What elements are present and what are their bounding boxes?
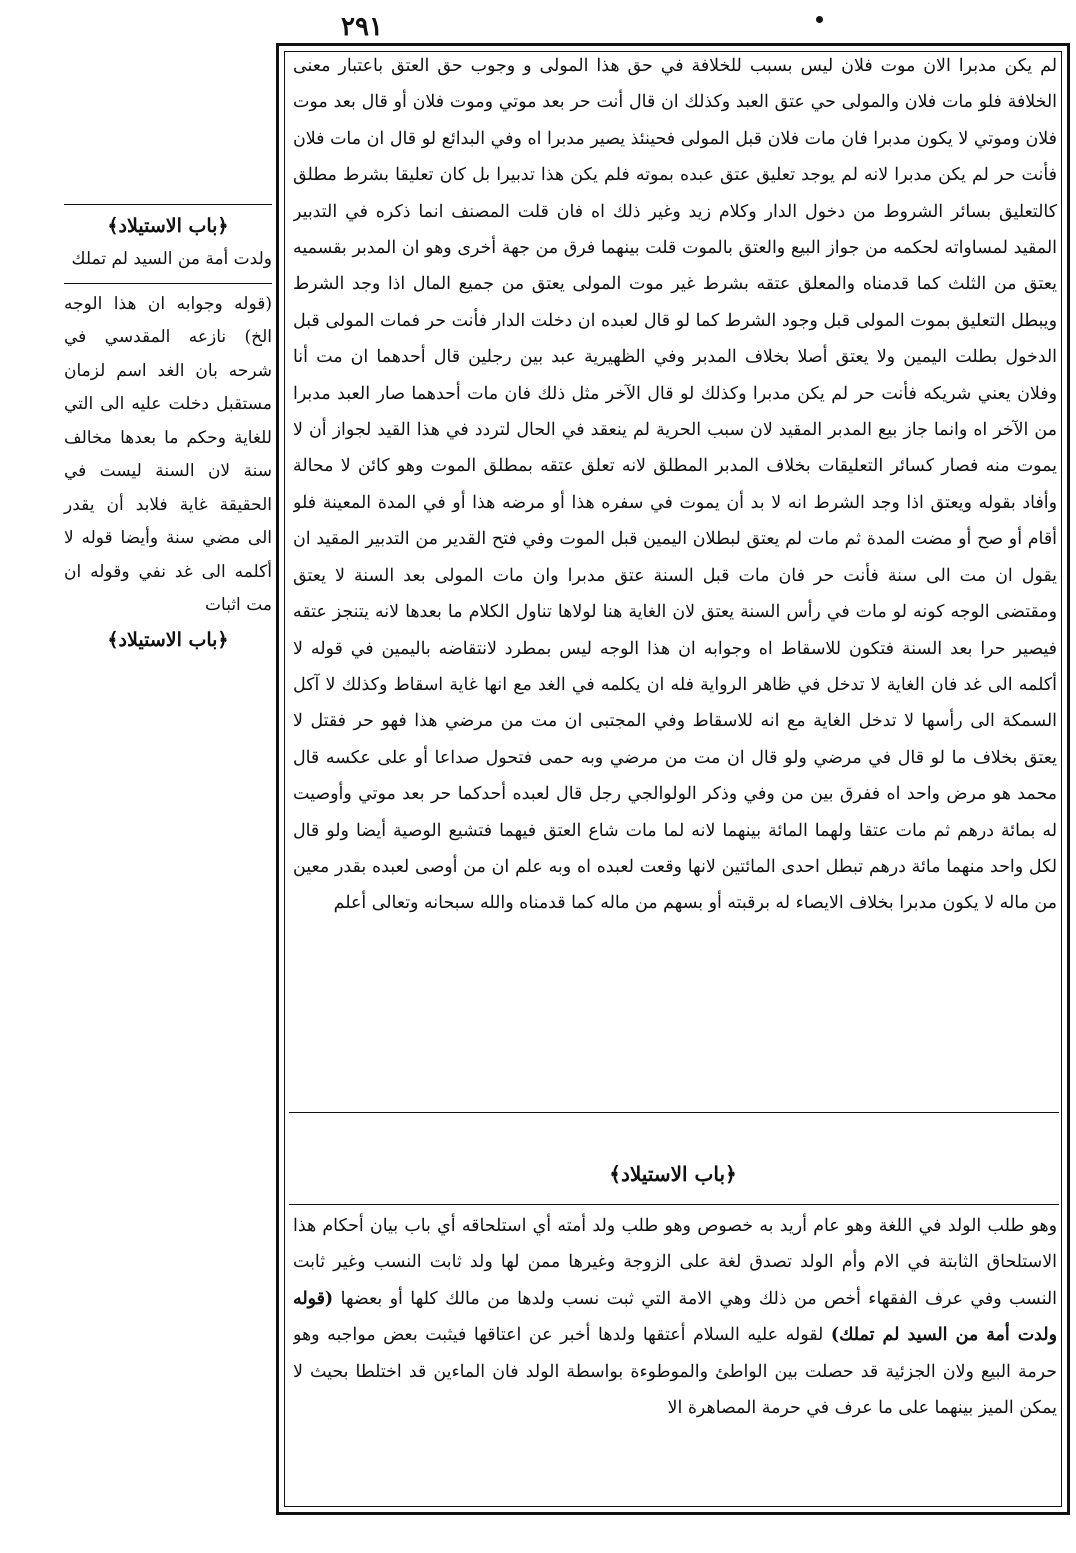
margin-chapter-heading: ﴿باب الاستيلاد﴾ — [107, 215, 229, 237]
section-rule-top — [289, 1112, 1059, 1113]
top-dot-mark — [816, 16, 823, 23]
chapter-intro-text: وهو طلب الولد في اللغة وهو عام أريد به خصوص وهو طلب ولد أمته أي استلحاقه أي باب بيان أحكام هذا الاستلحاق الثابتة في الام وأم الولد تصدق لغة على الزوجة وغيرها ممن لها ولد ثابت النسب وغير ثابت النسب وفي عرف الفقهاء أخص من ذلك وهي الامة التي ثبت نسب ولدها من مالك كلها أو بعضها — [293, 1216, 1057, 1309]
page-number: ٢٩١ — [341, 12, 383, 42]
margin-gloss-text: (قوله وجوابه ان هذا الوجه الخ) نازعه المقدسي في شرحه بان الغد اسم لزمان مستقبل دخلت عليه الى التي للغاية وحكم ما بعدها مخالف سنة لان السنة ليست في الحقيقة غاية فلابد أن يقدر الى مضي سنة وأيضا قوله لا أكلمه الى غد نفي وقوله ان مت اثبات — [64, 293, 272, 615]
margin-chapter-heading-2: ﴿باب الاستيلاد﴾ — [107, 628, 229, 651]
margin-commentary — [64, 200, 272, 657]
margin-top-rule — [64, 204, 272, 205]
main-text-frame — [276, 43, 1070, 1515]
main-commentary-text — [293, 48, 1057, 1103]
margin-matn-text: ولدت أمة من السيد لم تملك — [71, 249, 272, 269]
chapter-paragraph — [293, 1208, 1057, 1426]
chapter-text — [293, 1208, 1057, 1500]
margin-divider — [64, 283, 272, 284]
chapter-heading: ﴿باب الاستيلاد﴾ — [609, 1162, 737, 1186]
chapter-continuation-text: لقوله عليه السلام أعتقها ولدها أخبر عن اعتاقها فيثبت بعض مواجبه وهو حرمة البيع ولان الجزئية قد حصلت بين الواطئ والموطوءة بواسطة الولد فان الماءين قد اختلطا بحيث لا يمكن الميز بينهما على ما عرف في حرمة المصاهرة الا — [293, 1325, 1057, 1419]
matn-quote: (قوله ولدت أمة من السيد لم تملك) — [293, 1288, 1057, 1346]
main-paragraph: لم يكن مدبرا الان موت فلان ليس بسبب للخلافة في حق هذا المولى و وجوب حق العتق باعتبار معنى الخلافة فلو مات فلان والمولى حي عتق العبد وكذلك ان قال أنت حر بعد موتي وموت فلان أو قال بعد موت فلان وموتي لا يكون مدبرا فان مات فلان قبل المولى فحينئذ يصير مدبرا اه وفي البدائع لو قال ان مات فلان فأنت حر لم يكن مدبرا لانه لم يوجد تعليق عتق عبده بموته فلم يكن هذا تدبيرا بل كان تعليقا بشرط مطلق كالتعليق بسائر الشروط من دخول الدار وكلام زيد وغير ذلك اه فان قلت المصنف انما ذكره في التدبير المقيد لمساواته لحكمه من جواز البيع والعتق بالموت قلت بينهما فرق من جهة أخرى وهو ان المدبر بقسميه يعتق من الثلث كما قدمناه والمعلق عتقه بشرط غير موت المولى يعتق من جميع المال اذا وجد الشرط ويبطل التعليق بموت المولى قبل وجود الشرط كما لو قال لعبده ان دخلت الدار فأنت حر فمات المولى قبل الدخول بطلت اليمين ولا يعتق أصلا بخلاف المدبر وفي الظهيرية عبد بين رجلين قال أحدهما ان مت أنا وفلان يعني شريكه فأنت حر لم يكن مدبرا وكذلك لو قال الآخر مثل ذلك فان مات أحدهما صار العبد مدبرا من الآخر اه وانما جاز بيع المدبر المقيد لان سبب الحرية لم ينعقد في الحال لتردد في هذا القيد لجواز أن لا يموت منه فصار كسائر التعليقات بخلاف المدبر المطلق لانه تعلق عتقه بمطلق الموت وهو كائن لا محالة وأفاد بقوله ويعتق اذا وجد الشرط انه لا بد أن يموت في سفره هذا أو مرضه هذا أو في المدة المعينة فلو أقام أو صح أو مضت المدة ثم مات لم يعتق لبطلان اليمين قبل الموت وفي فتح القدير من التدبير المقيد ان يقول ان مت الى سنة فأنت حر فان مات قبل السنة عتق مدبرا وان مات المولى بعد السنة لا يعتق ومقتضى الوجه كونه لو مات في رأس السنة يعتق لان الغاية هنا لولاها تناول الكلام ما بعدها لانه يتنجز عتقه فيصير حرا بعد السنة فتكون للاسقاط اه وجوابه ان هذا الوجه ليس بمطرد لانتقاضه باليمين في قوله لا أكلمه الى غد فان الغاية لا تدخل في ظاهر الرواية فله ان يكلمه في الغد مع انها غاية اسقاط وكذلك لا آكل السمكة الى رأسها لا تدخل الغاية مع انه للاسقاط وفي المجتبى ان مت من مرضي هذا فهو حر فقتل لا يعتق بخلاف ما لو قال في مرضي ولو قال ان مت من مرضي وبه حمى فتحول صداعا أو على عكسه قال محمد هو مرض واحد اه ففرق بين من وفي وذكر الولوالجي رجل قال لعبده أحدكما حر بعد موتي وأوصيت له بمائة درهم ثم مات عتقا ولهما المائة بينهما لانه لما مات شاع العتق فيهما فتشيع الوصية أيضا ولو قال لكل واحد منهما مائة درهم تبطل احدى المائتين لانها وقعت لعبده اه وبه علم ان من أوصى لعبده بقدر معين من ماله لا يكون مدبرا بخلاف الايصاء له برقبته أو بسهم من ماله كما قدمناه والله سبحانه وتعالى أعلم — [293, 56, 1057, 914]
section-rule-bottom — [289, 1204, 1059, 1205]
